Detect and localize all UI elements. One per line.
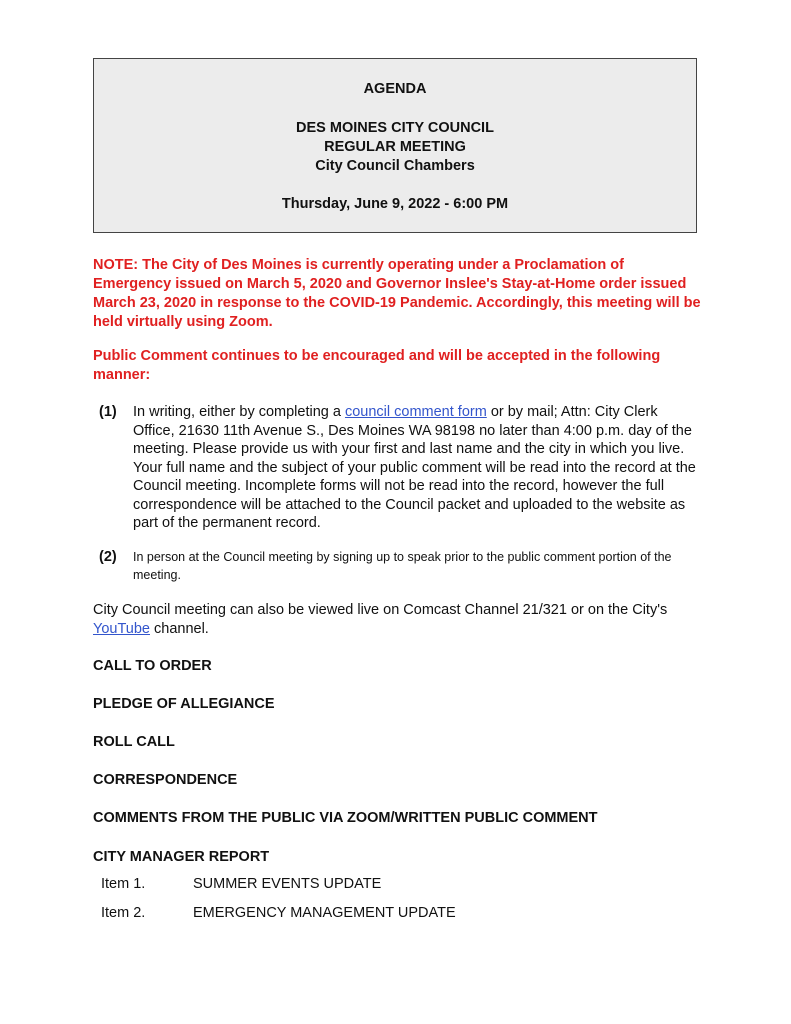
section-pledge: PLEDGE OF ALLEGIANCE xyxy=(93,696,275,712)
agenda-title: AGENDA xyxy=(363,81,427,97)
viewing-info: City Council meeting can also be viewed live on Comcast Channel 21/321 or on the City's YouTube channel. xyxy=(93,602,668,637)
meeting-location: City Council Chambers xyxy=(315,158,475,174)
agenda-item xyxy=(101,876,381,892)
item-title: EMERGENCY MANAGEMENT UPDATE xyxy=(193,905,456,921)
item-label: Item 1. xyxy=(101,876,146,892)
section-city-manager-report: CITY MANAGER REPORT xyxy=(93,849,270,865)
youtube-link[interactable]: YouTube xyxy=(93,620,150,637)
section-roll-call: ROLL CALL xyxy=(93,734,175,750)
public-comment-intro: Public Comment continues to be encouraged and will be accepted in the following manner: xyxy=(93,348,661,383)
method-number: (2) xyxy=(99,549,117,565)
covid-note: NOTE: The City of Des Moines is currently operating under a Proclamation of Emergency issued on March 5, 2020 and Governor Inslee's Stay-at-Home order issued March 23, 2020 in response to the COVID-19 Pandemic. Accordingly, this meeting will be held virtually using Zoom. xyxy=(93,257,701,330)
council-name: DES MOINES CITY COUNCIL xyxy=(296,120,494,136)
section-public-comments: COMMENTS FROM THE PUBLIC VIA ZOOM/WRITTEN PUBLIC COMMENT xyxy=(93,810,598,826)
agenda-header-box xyxy=(93,58,697,233)
meeting-datetime: Thursday, June 9, 2022 - 6:00 PM xyxy=(281,196,509,212)
council-comment-form-link[interactable]: council comment form xyxy=(344,404,487,420)
method-number: (1) xyxy=(99,404,117,420)
item-label: Item 2. xyxy=(101,905,146,921)
agenda-item xyxy=(101,905,456,921)
item-title: SUMMER EVENTS UPDATE xyxy=(193,876,382,892)
section-correspondence: CORRESPONDENCE xyxy=(93,772,238,788)
meeting-type: REGULAR MEETING xyxy=(324,139,466,155)
comment-method-1 xyxy=(99,403,699,533)
method-text: In person at the Council meeting by signing up to speak prior to the public comment portion of the meeting. xyxy=(133,550,672,582)
comment-method-2 xyxy=(99,548,699,584)
section-call-to-order: CALL TO ORDER xyxy=(93,658,212,674)
method-text: In writing, either by completing a council comment form or by mail; Attn: City Clerk Office, 21630 11th Avenue S., Des Moines WA 98198 no later than 4:00 p.m. day of the meeting. Please provide us with your first and last name and the city in which you live. Your full name and the subject of your public comment will be read into the record at the Council meeting. Incomplete forms will not be read into the record, however the full correspondence will be attached to the Council packet and uploaded to the website as part of the permanent record. xyxy=(133,404,696,531)
